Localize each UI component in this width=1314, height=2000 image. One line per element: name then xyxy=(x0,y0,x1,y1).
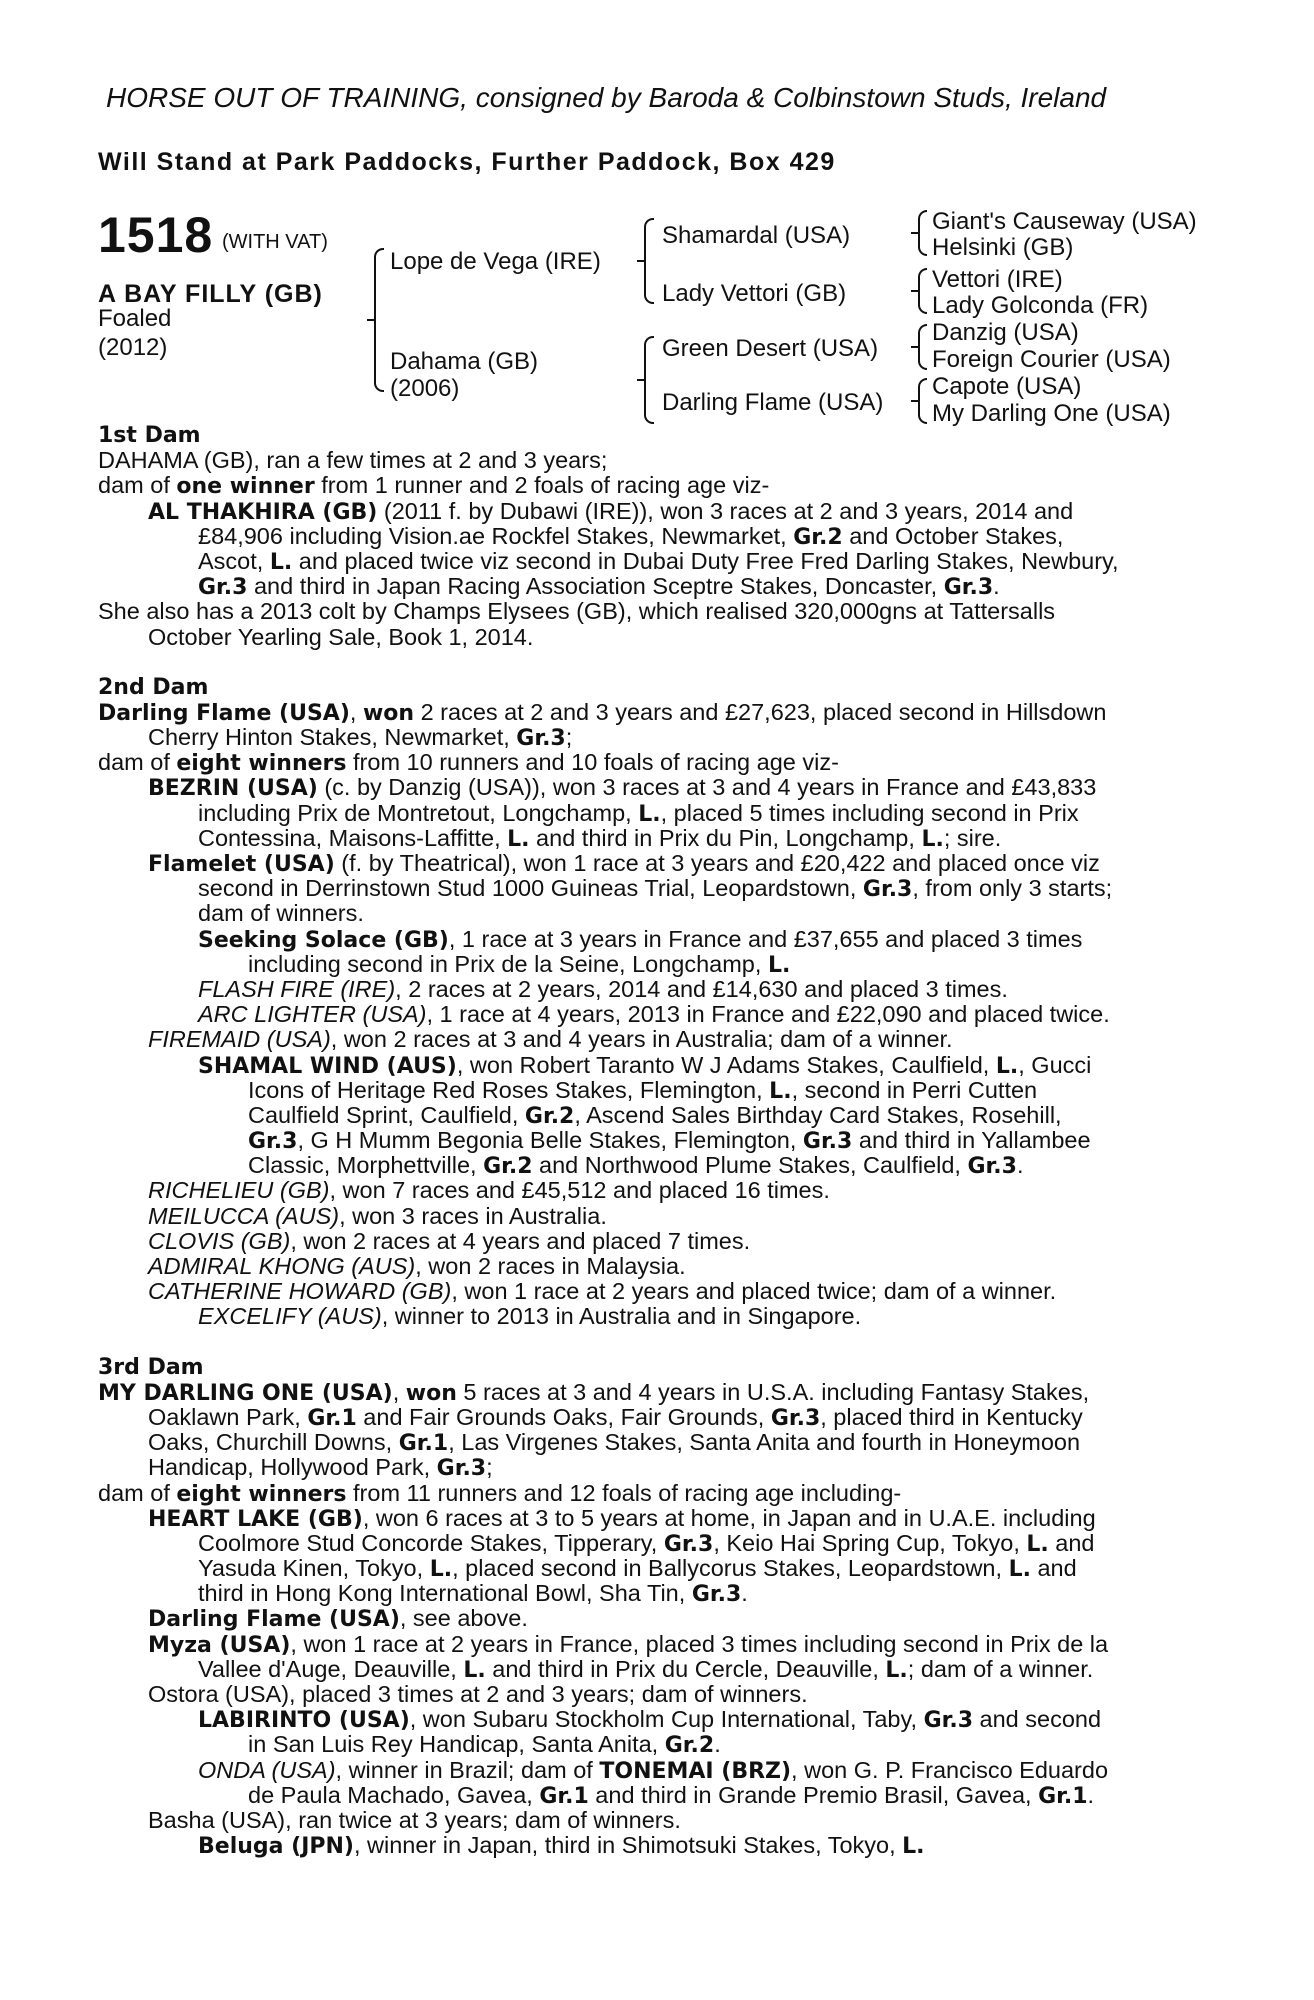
second-dam-produce: FIREMAID (USA), won 2 races at 3 and 4 years in Australia; dam of a winner. xyxy=(148,1026,953,1053)
first-dam-heading: 1st Dam xyxy=(98,423,201,448)
third-dam-produce: Coolmore Stud Concorde Stakes, Tipperary, Gr.3, Keio Hai Spring Cup, Tokyo, L. and xyxy=(198,1529,1095,1557)
second-dam-produce: FLASH FIRE (IRE), 2 races at 2 years, 2014 and £14,630 and placed 3 times. xyxy=(198,975,1008,1002)
second-dam-produce: ARC LIGHTER (USA), 1 race at 4 years, 2013 in France and £22,090 and placed twice. xyxy=(198,1001,1110,1028)
second-dam-produce: Seeking Solace (GB), 1 race at 3 years in France and £37,655 and placed 3 times xyxy=(198,925,1083,953)
foaled-label: Foaled xyxy=(98,305,172,332)
second-dam-heading: 2nd Dam xyxy=(98,674,209,700)
second-dam-produce: Caulfield Sprint, Caulfield, Gr.2, Ascend Sales Birthday Card Stakes, Rosehill, xyxy=(248,1101,1062,1129)
pedigree-sire-sire: Shamardal (USA) xyxy=(662,222,851,249)
pedigree-g2: Helsinki (GB) xyxy=(932,234,1074,261)
second-dam-produce: dam of winners. xyxy=(198,900,364,927)
third-dam-produce: third in Hong Kong International Bowl, Sha Tin, Gr.3. xyxy=(198,1580,748,1608)
second-dam-produce: including second in Prix de la Seine, Longchamp, L. xyxy=(248,950,791,978)
third-dam-produce: Ostora (USA), placed 3 times at 2 and 3 years; dam of winners. xyxy=(148,1681,808,1707)
second-dam-line: Darling Flame (USA), won 2 races at 2 and 3 years and £27,623, placed second in Hillsdown xyxy=(98,698,1107,726)
third-dam-produce: ONDA (USA), winner in Brazil; dam of TONEMAI (BRZ), won G. P. Francisco Eduardo xyxy=(198,1756,1109,1784)
second-dam-produce: second in Derrinstown Stud 1000 Guineas Trial, Leopardstown, Gr.3, from only 3 starts; xyxy=(198,875,1113,903)
third-dam-produce: Darling Flame (USA), see above. xyxy=(148,1605,528,1633)
second-dam-produce: RICHELIEU (GB), won 7 races and £45,512 and placed 16 times. xyxy=(148,1177,830,1204)
first-dam-line: She also has a 2013 colt by Champs Elysees (GB), which realised 320,000gns at Tattersalls xyxy=(98,598,1056,625)
pedigree-brace-g1 xyxy=(918,210,927,256)
second-dam-produce: SHAMAL WIND (AUS), won Robert Taranto W J Adams Stakes, Caulfield, L., Gucci xyxy=(198,1051,1092,1079)
stand-location: Will Stand at Park Paddocks, Further Paddock, Box 429 xyxy=(98,148,836,176)
third-dam-heading: 3rd Dam xyxy=(98,1354,204,1380)
second-dam-produce: CATHERINE HOWARD (GB), won 1 race at 2 years and placed twice; dam of a winner. xyxy=(148,1278,1057,1305)
second-dam-produce: ADMIRAL KHONG (AUS), won 2 races in Malaysia. xyxy=(148,1253,686,1279)
pedigree-brace-sire-dam xyxy=(374,248,384,392)
pedigree-brace-g3 xyxy=(918,324,927,370)
third-dam-produce: Beluga (JPN), winner in Japan, third in Shimotsuki Stakes, Tokyo, L. xyxy=(198,1832,925,1860)
pedigree-g1: Giant's Causeway (USA) xyxy=(932,208,1197,235)
pedigree-sire-dam: Lady Vettori (GB) xyxy=(662,280,847,307)
third-dam-produce: de Paula Machado, Gavea, Gr.1 and third in Grande Premio Brasil, Gavea, Gr.1. xyxy=(248,1781,1095,1809)
pedigree-g3: Vettori (IRE) xyxy=(932,266,1063,293)
third-dam-line: Oaks, Churchill Downs, Gr.1, Las Virgenes Stakes, Santa Anita and fourth in Honeymoon xyxy=(148,1429,1081,1457)
lot-description: A BAY FILLY (GB) xyxy=(98,280,323,308)
pedigree-brace-dam xyxy=(644,336,654,424)
third-dam-line: dam of eight winners from 11 runners and 12 foals of racing age including- xyxy=(98,1479,902,1507)
first-dam-produce: £84,906 including Vision.ae Rockfel Stakes, Newmarket, Gr.2 and October Stakes, xyxy=(198,522,1064,550)
foaled-year: (2012) xyxy=(98,334,168,361)
second-dam-produce: Icons of Heritage Red Roses Stakes, Flemington, L., second in Perri Cutten xyxy=(248,1076,1038,1104)
second-dam-produce: CLOVIS (GB), won 2 races at 4 years and placed 7 times. xyxy=(148,1227,751,1254)
third-dam-line: Oaklawn Park, Gr.1 and Fair Grounds Oaks, Fair Grounds, Gr.3, placed third in Kentucky xyxy=(148,1403,1083,1431)
third-dam-produce: LABIRINTO (USA), won Subaru Stockholm Cup International, Taby, Gr.3 and second xyxy=(198,1706,1102,1734)
second-dam-produce: BEZRIN (USA) (c. by Danzig (USA)), won 3 races at 3 and 4 years in France and £43,833 xyxy=(148,774,1097,802)
second-dam-produce: EXCELIFY (AUS), winner to 2013 in Australia and in Singapore. xyxy=(198,1303,862,1330)
pedigree-brace-sire xyxy=(644,218,654,304)
first-dam-line: October Yearling Sale, Book 1, 2014. xyxy=(148,623,534,650)
pedigree-dam: Dahama (GB) xyxy=(390,348,539,375)
first-dam-produce: Gr.3 and third in Japan Racing Association Sceptre Stakes, Doncaster, Gr.3. xyxy=(198,573,1000,601)
pedigree-g8: My Darling One (USA) xyxy=(932,400,1171,427)
lot-number: 1518 xyxy=(98,207,214,263)
third-dam-produce: in San Luis Rey Handicap, Santa Anita, Gr.2. xyxy=(248,1731,721,1759)
first-dam-produce: AL THAKHIRA (GB) (2011 f. by Dubawi (IRE)), won 3 races at 2 and 3 years, 2014 and xyxy=(148,497,1074,525)
first-dam-line: dam of one winner from 1 runner and 2 foals of racing age viz- xyxy=(98,472,770,500)
catalogue-header: HORSE OUT OF TRAINING, consigned by Baroda & Colbinstown Studs, Ireland xyxy=(106,82,1107,113)
third-dam-line: Handicap, Hollywood Park, Gr.3; xyxy=(148,1454,493,1482)
pedigree-g5: Danzig (USA) xyxy=(932,319,1079,346)
pedigree-dam-sire: Green Desert (USA) xyxy=(662,335,879,362)
pedigree-g6: Foreign Courier (USA) xyxy=(932,346,1171,373)
first-dam-produce: Ascot, L. and placed twice viz second in Dubai Duty Free Fred Darling Stakes, Newbury, xyxy=(198,547,1119,575)
second-dam-produce: Contessina, Maisons-Laffitte, L. and third in Prix du Pin, Longchamp, L.; sire. xyxy=(198,824,1002,852)
pedigree-dam-year: (2006) xyxy=(390,375,460,402)
third-dam-line: MY DARLING ONE (USA), won 5 races at 3 and 4 years in U.S.A. including Fantasy Stakes, xyxy=(98,1378,1090,1406)
third-dam-produce: HEART LAKE (GB), won 6 races at 3 to 5 years at home, in Japan and in U.A.E. including xyxy=(148,1504,1096,1532)
pedigree-sire: Lope de Vega (IRE) xyxy=(390,248,601,275)
pedigree-g4: Lady Golconda (FR) xyxy=(932,292,1149,319)
third-dam-produce: Basha (USA), ran twice at 3 years; dam of winners. xyxy=(148,1806,681,1833)
pedigree-brace-g2 xyxy=(918,268,927,314)
third-dam-produce: Vallee d'Auge, Deauville, L. and third in Prix du Cercle, Deauville, L.; dam of a winner. xyxy=(198,1655,1094,1683)
second-dam-line: dam of eight winners from 10 runners and 10 foals of racing age viz- xyxy=(98,749,839,777)
second-dam-produce: Gr.3, G H Mumm Begonia Belle Stakes, Flemington, Gr.3 and third in Yallambee xyxy=(248,1127,1091,1155)
pedigree-brace-g4 xyxy=(918,378,927,424)
vat-note: (WITH VAT) xyxy=(222,231,328,253)
pedigree-g7: Capote (USA) xyxy=(932,373,1082,400)
second-dam-produce: including Prix de Montretout, Longchamp, L., placed 5 times including second in Prix xyxy=(198,799,1079,827)
catalogue-body xyxy=(98,423,1208,1858)
third-dam-produce: Myza (USA), won 1 race at 2 years in France, placed 3 times including second in Prix de la xyxy=(148,1630,1109,1658)
second-dam-produce: MEILUCCA (AUS), won 3 races in Australia. xyxy=(148,1202,607,1229)
second-dam-produce: Flamelet (USA) (f. by Theatrical), won 1 race at 3 years and £20,422 and placed once viz xyxy=(148,850,1100,877)
first-dam-line: DAHAMA (GB), ran a few times at 2 and 3 years; xyxy=(98,447,608,474)
second-dam-line: Cherry Hinton Stakes, Newmarket, Gr.3; xyxy=(148,724,573,752)
third-dam-produce: Yasuda Kinen, Tokyo, L., placed second in Ballycorus Stakes, Leopardstown, L. and xyxy=(198,1555,1077,1583)
pedigree-dam-dam: Darling Flame (USA) xyxy=(662,389,884,416)
second-dam-produce: Classic, Morphettville, Gr.2 and Northwood Plume Stakes, Caulfield, Gr.3. xyxy=(248,1152,1024,1180)
